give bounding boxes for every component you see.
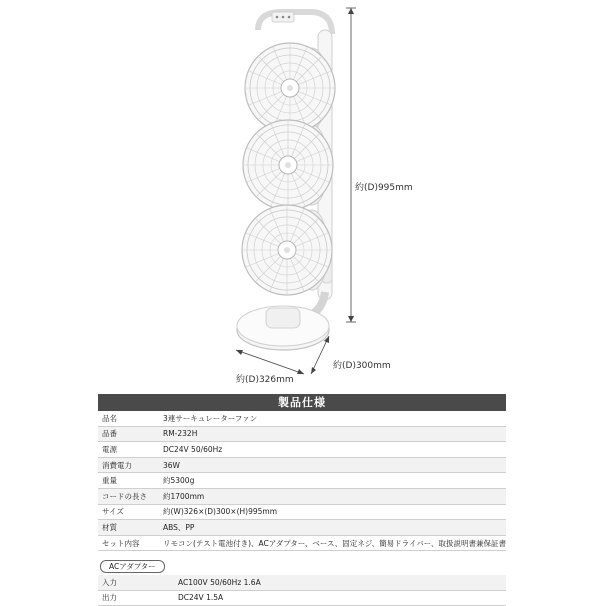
spec-row — [98, 504, 506, 520]
spec-key: 重量 — [98, 473, 159, 489]
spec-key: コードの長さ — [98, 488, 159, 504]
spec-row — [98, 520, 506, 536]
adapter-row — [98, 590, 506, 606]
spec-key: 電源 — [98, 442, 159, 458]
spec-value: リモコン(テスト電池付き)、ACアダプター、ベース、固定ネジ、簡易ドライバー、取扱説明書兼保証書 — [159, 535, 506, 551]
spec-value: DC24V 50/60Hz — [159, 442, 506, 458]
adapter-table — [98, 575, 506, 606]
spec-table — [98, 411, 506, 551]
spec-key: サイズ — [98, 504, 159, 520]
width-dimension-line — [236, 350, 304, 374]
spec-row — [98, 488, 506, 504]
adapter-value: AC100V 50/60Hz 1.6A — [174, 575, 506, 590]
spec-row — [98, 411, 506, 426]
spec-row — [98, 442, 506, 458]
adapter-section — [98, 554, 506, 606]
depth-label: 約(D)300mm — [333, 361, 391, 371]
adapter-badge: ACアダプター — [100, 560, 165, 573]
spec-key: セット内容 — [98, 535, 159, 551]
spec-key: 消費電力 — [98, 457, 159, 473]
spec-row — [98, 457, 506, 473]
spec-value: 約(W)326×(D)300×(H)995mm — [159, 504, 506, 520]
height-dimension-line — [346, 8, 356, 322]
spec-value: 3連サーキュレーターファン — [159, 411, 506, 426]
spec-row — [98, 535, 506, 551]
spec-row — [98, 426, 506, 442]
adapter-key: 入力 — [98, 575, 174, 590]
adapter-value: DC24V 1.5A — [174, 590, 506, 606]
spec-row — [98, 473, 506, 489]
spec-title: 製品仕様 — [98, 394, 506, 411]
spec-key: 品番 — [98, 426, 159, 442]
adapter-row — [98, 575, 506, 590]
spec-key: 品名 — [98, 411, 159, 426]
spec-value: 36W — [159, 457, 506, 473]
spec-value: RM-232H — [159, 426, 506, 442]
spec-key: 材質 — [98, 520, 159, 536]
adapter-key: 出力 — [98, 590, 174, 606]
width-label: 約(D)326mm — [236, 375, 294, 385]
spec-value: 約5300g — [159, 473, 506, 489]
spec-value: 約1700mm — [159, 488, 506, 504]
height-label: 約(D)995mm — [355, 183, 413, 193]
spec-value: ABS、PP — [159, 520, 506, 536]
